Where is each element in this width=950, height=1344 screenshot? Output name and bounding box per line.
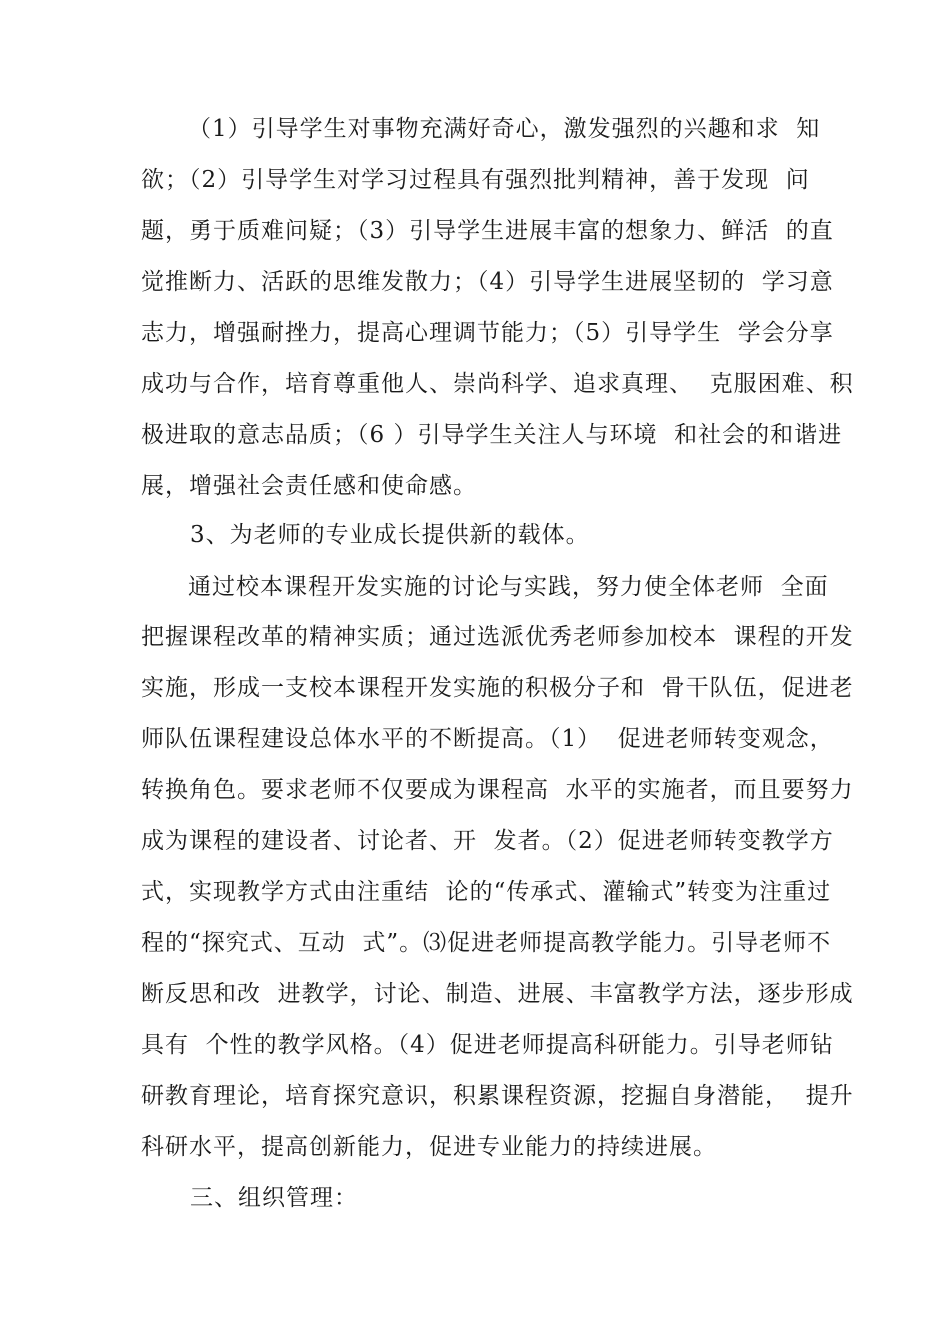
text-line: 实施，形成一支校本课程开发实施的积极分子和 骨干队伍，促进老 xyxy=(141,675,854,701)
text-line: 把握课程改革的精神实质；通过选派优秀老师参加校本 课程的开发 xyxy=(141,624,854,650)
text-line: 具有 个性的教学风格。（4）促进老师提高科研能力。引导老师钻 xyxy=(141,1032,834,1058)
text-line: 展，增强社会责任感和使命感。 xyxy=(141,473,477,499)
text-line: 成为课程的建设者、讨论者、开 发者。（2）促进老师转变教学方 xyxy=(141,828,834,854)
text-line: 转换角色。要求老师不仅要成为课程高 水平的实施者，而且要努力 xyxy=(141,777,854,803)
text-line: 觉推断力、活跃的思维发散力；（4）引导学生进展坚韧的 学习意 xyxy=(141,269,834,295)
text-line: 断反思和改 进教学，讨论、制造、进展、丰富教学方法，逐步形成 xyxy=(141,981,854,1007)
section-heading: 3、为老师的专业成长提供新的载体。 xyxy=(190,522,590,548)
text-line: 题，勇于质难问疑；（3）引导学生进展丰富的想象力、鲜活 的直 xyxy=(141,218,834,244)
text-line: 成功与合作，培育尊重他人、崇尚科学、追求真理、 克服困难、积 xyxy=(141,371,854,397)
text-line: 志力，增强耐挫力，提高心理调节能力；（5）引导学生 学会分享 xyxy=(141,320,834,346)
text-line: 通过校本课程开发实施的讨论与实践，努力使全体老师 全面 xyxy=(188,574,829,600)
text-line: 师队伍课程建设总体水平的不断提高。（1） 促进老师转变观念， xyxy=(141,726,834,752)
text-line: 极进取的意志品质；（6 ）引导学生关注人与环境 和社会的和谐进 xyxy=(141,422,843,448)
text-line: 欲；（2）引导学生对学习过程具有强烈批判精神，善于发现 问 xyxy=(141,167,810,193)
text-line: 程的“探究式、互动 式”。⑶促进老师提高教学能力。引导老师不 xyxy=(141,930,832,956)
text-line: （1）引导学生对事物充满好奇心，激发强烈的兴趣和求 知 xyxy=(188,116,821,142)
text-line: 科研水平，提高创新能力，促进专业能力的持续进展。 xyxy=(141,1134,717,1160)
text-line: 研教育理论，培育探究意识，积累课程资源，挖掘自身潜能， 提升 xyxy=(141,1083,854,1109)
text-line: 式，实现教学方式由注重结 论的“传承式、灌输式”转变为注重过 xyxy=(141,879,832,905)
section-heading: 三、组织管理： xyxy=(190,1185,358,1211)
